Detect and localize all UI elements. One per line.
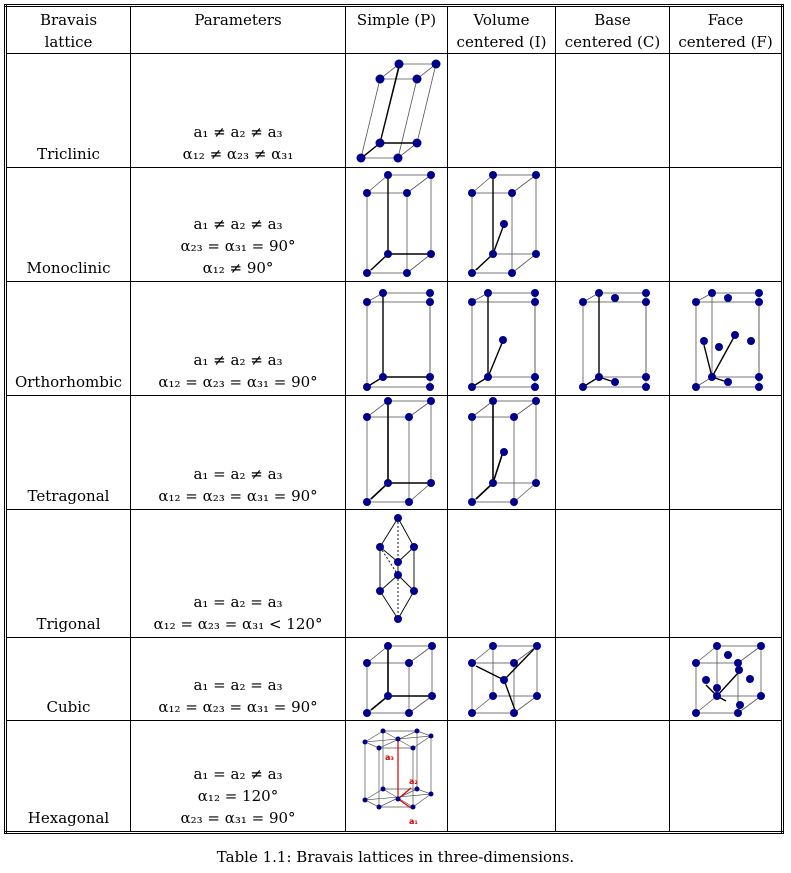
trigonal-face-cell [670, 510, 783, 638]
lattice-params: a₁ = a₂ ≠ a₃ α₁₂ = α₂₃ = α₃₁ = 90° [131, 396, 346, 510]
triclinic-volume-cell [448, 54, 556, 168]
header-bravais-lattice: Bravais lattice [6, 6, 131, 54]
tetragonal-base-cell [556, 396, 670, 510]
lattice-params: a₁ = a₂ = a₃ α₁₂ = α₂₃ = α₃₁ = 90° [131, 638, 346, 721]
lattice-params: a₁ ≠ a₂ ≠ a₃ α₁₂ ≠ α₂₃ ≠ α₃₁ [131, 54, 346, 168]
cubic-simple-cell [346, 638, 448, 721]
triclinic-base-cell [556, 54, 670, 168]
header-parameters: Parameters [131, 6, 346, 54]
hexagonal-base-cell [556, 721, 670, 833]
bravais-table [4, 4, 784, 834]
lattice-name: Trigonal [6, 510, 131, 638]
lattice-name: Cubic [6, 638, 131, 721]
orthorhombic-volume-cell [448, 282, 556, 396]
header-row [6, 6, 783, 54]
trigonal-base-cell [556, 510, 670, 638]
cubic-volume-cell [448, 638, 556, 721]
header-volume-centered: Volume centered (I) [448, 6, 556, 54]
monoclinic-volume-cell [448, 168, 556, 282]
row-trigonal [6, 510, 783, 638]
lattice-name: Monoclinic [6, 168, 131, 282]
row-hexagonal [6, 721, 783, 833]
hex-label-a3: a₃ [384, 753, 394, 762]
row-triclinic [6, 54, 783, 168]
monoclinic-simple-cell [346, 168, 448, 282]
tetragonal-face-cell [670, 396, 783, 510]
row-orthorhombic [6, 282, 783, 396]
row-monoclinic [6, 168, 783, 282]
orthorhombic-face-cell [670, 282, 783, 396]
triclinic-face-cell [670, 54, 783, 168]
hex-label-a2: a₂ [408, 777, 418, 786]
lattice-params: a₁ = a₂ = a₃ α₁₂ = α₂₃ = α₃₁ < 120° [131, 510, 346, 638]
row-tetragonal [6, 396, 783, 510]
cubic-face-cell [670, 638, 783, 721]
header-simple: Simple (P) [346, 6, 448, 54]
table-caption: Table 1.1: Bravais lattices in three-dimensions. [216, 848, 575, 866]
header-base-centered: Base centered (C) [556, 6, 670, 54]
monoclinic-base-cell [556, 168, 670, 282]
hexagonal-face-cell [670, 721, 783, 833]
orthorhombic-base-cell [556, 282, 670, 396]
lattice-params: a₁ ≠ a₂ ≠ a₃ α₂₃ = α₃₁ = 90° α₁₂ ≠ 90° [131, 168, 346, 282]
hex-label-a1: a₁ [408, 817, 418, 826]
orthorhombic-simple-cell [346, 282, 448, 396]
lattice-params: a₁ ≠ a₂ ≠ a₃ α₁₂ = α₂₃ = α₃₁ = 90° [131, 282, 346, 396]
hexagonal-volume-cell [448, 721, 556, 833]
tetragonal-simple-cell [346, 396, 448, 510]
lattice-name: Tetragonal [6, 396, 131, 510]
trigonal-volume-cell [448, 510, 556, 638]
tetragonal-volume-cell [448, 396, 556, 510]
row-cubic [6, 638, 783, 721]
trigonal-simple-cell [346, 510, 448, 638]
lattice-name: Orthorhombic [6, 282, 131, 396]
monoclinic-face-cell [670, 168, 783, 282]
lattice-name: Triclinic [6, 54, 131, 168]
cubic-base-cell [556, 638, 670, 721]
lattice-params: a₁ = a₂ ≠ a₃ α₁₂ = 120° α₂₃ = α₃₁ = 90° [131, 721, 346, 833]
header-face-centered: Face centered (F) [670, 6, 783, 54]
triclinic-simple-cell [346, 54, 448, 168]
lattice-name: Hexagonal [6, 721, 131, 833]
hexagonal-simple-cell [346, 721, 448, 833]
